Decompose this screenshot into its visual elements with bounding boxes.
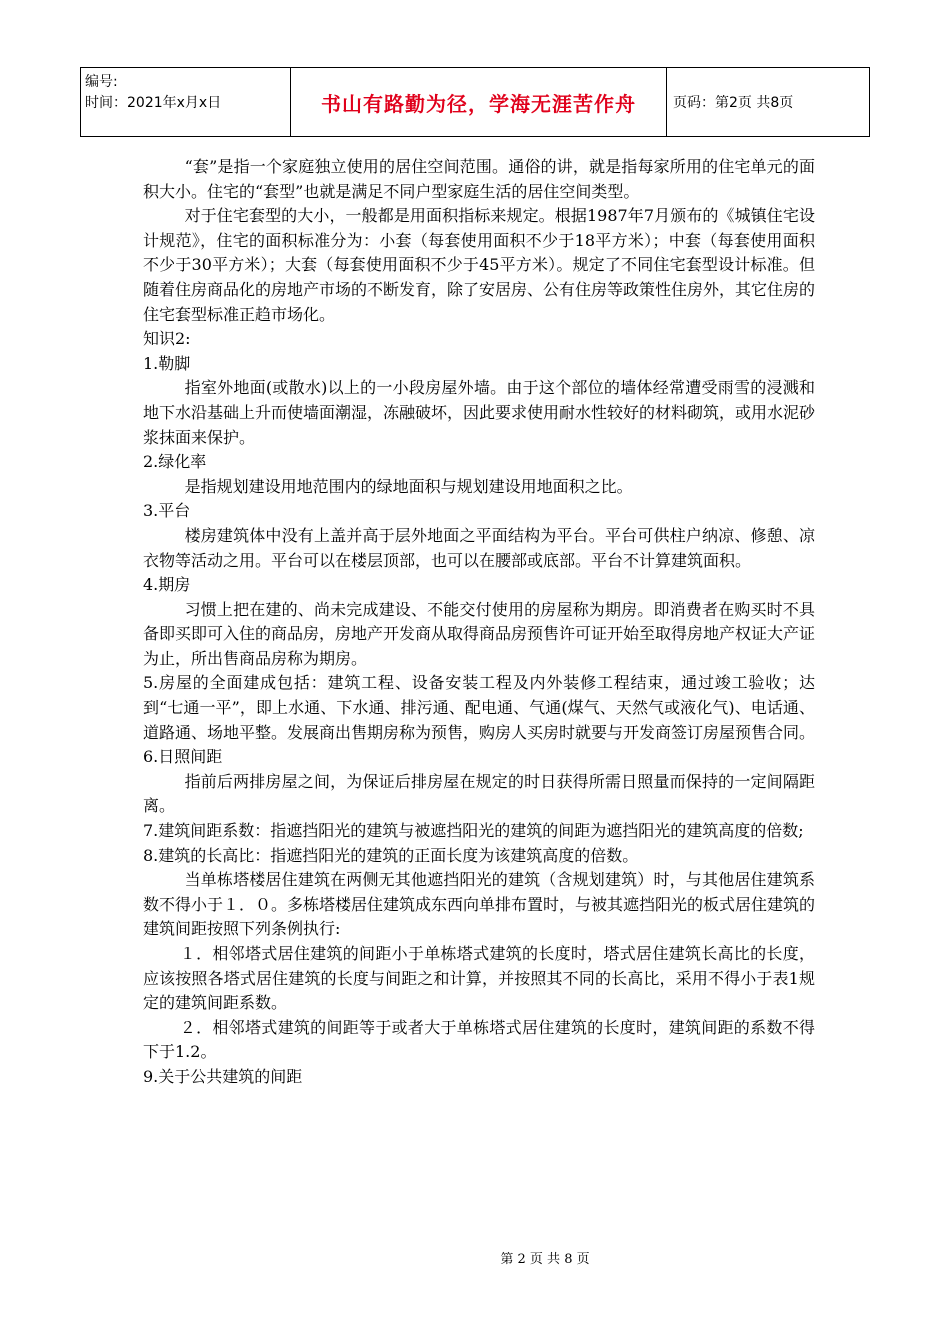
document-date: 时间：2021年x月x日 bbox=[85, 95, 222, 111]
paragraph: “套”是指一个家庭独立使用的居住空间范围。通俗的讲，就是指每家所用的住宅单元的面积大小。住宅的“套型”也就是满足不同户型家庭生活的居住空间类型。 bbox=[143, 157, 815, 201]
page-header bbox=[80, 67, 870, 137]
footer-page-number: 第 2 页 共 8 页 bbox=[500, 1252, 590, 1267]
paragraph: 8.建筑的长高比：指遮挡阳光的建筑的正面长度为该建筑高度的倍数。 bbox=[143, 845, 639, 865]
section-heading: 9.关于公共建筑的间距 bbox=[143, 1066, 303, 1086]
list-item: ２．相邻塔式建筑的间距等于或者大于单栋塔式居住建筑的长度时，建筑间距的系数不得下于1.2。 bbox=[143, 1017, 815, 1062]
paragraph: 习惯上把在建的、尚未完成建设、不能交付使用的房屋称为期房。即消费者在购买时不具备即买即可入住的商品房，房地产开发商从取得商品房预售许可证开始至取得房地产权证大产证为止，所出售商品房称为期房。 bbox=[143, 599, 816, 668]
document-number-label: 编号: bbox=[85, 74, 118, 90]
section-heading: 4.期房 bbox=[143, 575, 191, 595]
paragraph: 当单栋塔楼居住建筑在两侧无其他遮挡阳光的建筑（含规划建筑）时，与其他居住建筑系数不得小于１．０。多栋塔楼居住建筑成东西向单排布置时，与被其遮挡阳光的板式居住建筑的建筑间距按照下列条例执行: bbox=[143, 870, 816, 939]
header-meta bbox=[81, 68, 291, 136]
section-heading: 6.日照间距 bbox=[143, 747, 223, 767]
header-motto: 书山有路勤为径，学海无涯苦作舟 bbox=[291, 68, 667, 136]
section-heading: 2.绿化率 bbox=[143, 452, 207, 472]
section-heading: 3.平台 bbox=[143, 501, 191, 521]
section-heading: 1.勒脚 bbox=[143, 353, 191, 373]
page-footer bbox=[0, 1248, 950, 1267]
paragraph: 7.建筑间距系数：指遮挡阳光的建筑与被遮挡阳光的建筑的间距为遮挡阳光的建筑高度的倍数; bbox=[143, 821, 804, 841]
section-heading: 知识2: bbox=[143, 329, 191, 349]
paragraph: 指前后两排房屋之间，为保证后排房屋在规定的时日获得所需日照量而保持的一定间隔距离。 bbox=[143, 771, 815, 816]
paragraph: 楼房建筑体中没有上盖并高于层外地面之平面结构为平台。平台可供柱户纳凉、修憩、凉衣物等活动之用。平台可以在楼层顶部，也可以在腰部或底部。平台不计算建筑面积。 bbox=[143, 525, 815, 570]
list-item: １．相邻塔式居住建筑的间距小于单栋塔式建筑的长度时，塔式居住建筑长高比的长度，应该按照各塔式居住建筑的长度与间距之和计算，并按照其不同的长高比，采用不得小于表1规定的建筑间距系数。 bbox=[143, 944, 815, 1013]
paragraph: 是指规划建设用地范围内的绿地面积与规划建设用地面积之比。 bbox=[184, 476, 633, 496]
paragraph: 5.房屋的全面建成包括：建筑工程、设备安装工程及内外装修工程结束，通过竣工验收；达到“七通一平”，即上水通、下水通、排污通、配电通、气通(煤气、天然气或液化气)、电话通、道路通、场地平整。发展商出售期房称为预售，购房人买房时就要与开发商签订房屋预售合同。 bbox=[143, 673, 816, 742]
paragraph: 对于住宅套型的大小，一般都是用面积指标来规定。根据1987年7月颁布的《城镇住宅设计规范》，住宅的面积标准分为：小套（每套使用面积不少于18平方米）；中套（每套使用面积不少于30平方米）；大套（每套使用面积不少于45平方米）。规定了不同住宅套型设计标准。但随着住房商品化的房地产市场的不断发育，除了安居房、公有住房等政策性住房外，其它住房的住宅套型标准正趋市场化。 bbox=[143, 206, 816, 324]
paragraph: 指室外地面(或散水)以上的一小段房屋外墙。由于这个部位的墙体经常遭受雨雪的浸溅和地下水沿基础上升而使墙面潮湿，冻融破坏，因此要求使用耐水性较好的材料砌筑，或用水泥砂浆抹面来保护。 bbox=[143, 378, 816, 447]
document-body bbox=[143, 155, 815, 1090]
header-page-info: 页码：第2页 共8页 bbox=[673, 95, 794, 111]
